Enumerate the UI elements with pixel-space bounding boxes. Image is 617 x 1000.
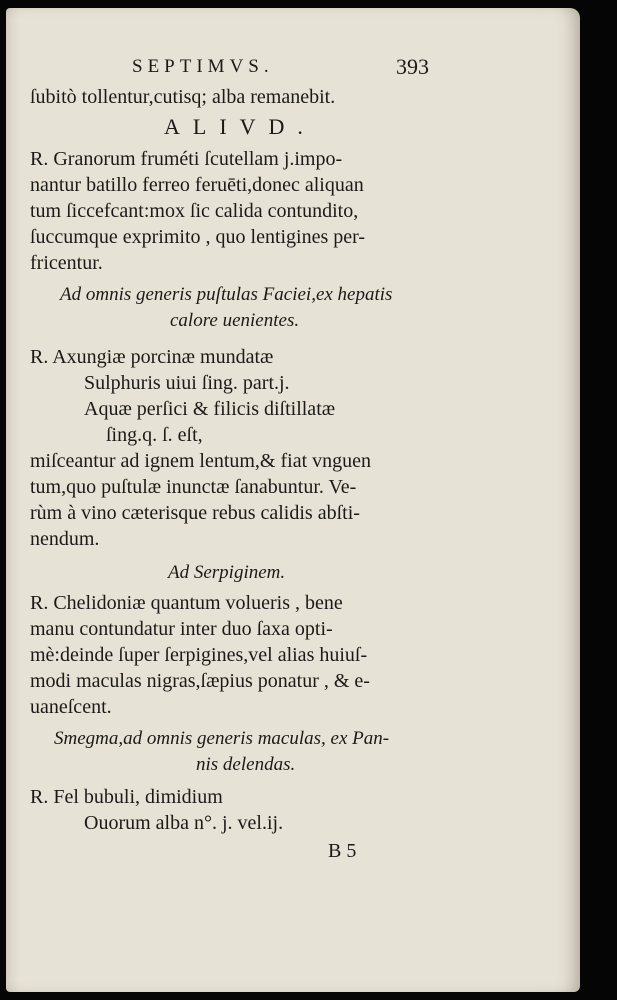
recipe-line-6: Ouorum alba n°. j. vel.ij. <box>84 812 284 834</box>
section-heading-smegma: Smegma,ad omnis generis maculas, ex Pan- <box>54 728 390 749</box>
text-line-3: R. Granorum fruméti ſcutellam j.impo- <box>30 148 343 170</box>
book-page <box>6 8 580 992</box>
page-number: 393 <box>396 54 429 79</box>
signature-mark: B 5 <box>328 840 357 862</box>
text-line-20: manu contundatur inter duo ſaxa opti- <box>30 618 333 640</box>
recipe-line-2: Sulphuris uiui ſing. part.j. <box>84 372 290 394</box>
section-heading-pustulas-cont: calore uenientes. <box>170 310 300 331</box>
recipe-line-1: R. Axungiæ porcinæ mundatæ <box>30 346 274 368</box>
text-line-1: ſubitò tollentur,cutisq; alba remanebit. <box>30 86 336 108</box>
running-header: SEPTIMVS. <box>132 56 274 77</box>
section-heading-aliud: ALIVD. <box>164 114 316 139</box>
section-heading-smegma-cont: nis delendas. <box>196 754 296 775</box>
text-line-19: R. Chelidoniæ quantum volueris , bene <box>30 592 343 614</box>
text-line-23: uaneſcent. <box>30 696 112 718</box>
text-line-6: ſuccumque exprimito , quo lentigines per- <box>30 226 366 248</box>
recipe-line-3: Aquæ perſici & filicis diſtillatæ <box>84 398 336 420</box>
section-heading-pustulas: Ad omnis generis puſtulas Faciei,ex hepatis <box>60 284 393 305</box>
text-line-14: miſceantur ad ignem lentum,& fiat vnguen <box>30 450 372 472</box>
text-line-16: rùm à vino cæterisque rebus calidis abſti- <box>30 502 360 524</box>
text-line-7: fricentur. <box>30 252 103 274</box>
section-heading-serpiginem: Ad Serpiginem. <box>168 562 286 583</box>
text-line-21: mè:deinde ſuper ſerpigines,vel alias huiuſ- <box>30 644 368 666</box>
recipe-line-5: R. Fel bubuli, dimidium <box>30 786 223 808</box>
text-line-22: modi maculas nigras,ſæpius ponatur , & e- <box>30 670 370 692</box>
text-line-17: nendum. <box>30 528 100 550</box>
text-line-5: tum ſiccefcant:mox ſic calida contundito, <box>30 200 359 222</box>
text-line-15: tum,quo puſtulæ inunctæ ſanabuntur. Ve- <box>30 476 357 498</box>
recipe-line-4: ſing.q. ſ. eſt, <box>106 424 203 446</box>
text-line-4: nantur batillo ferreo feruēti,donec aliquan <box>30 174 364 196</box>
